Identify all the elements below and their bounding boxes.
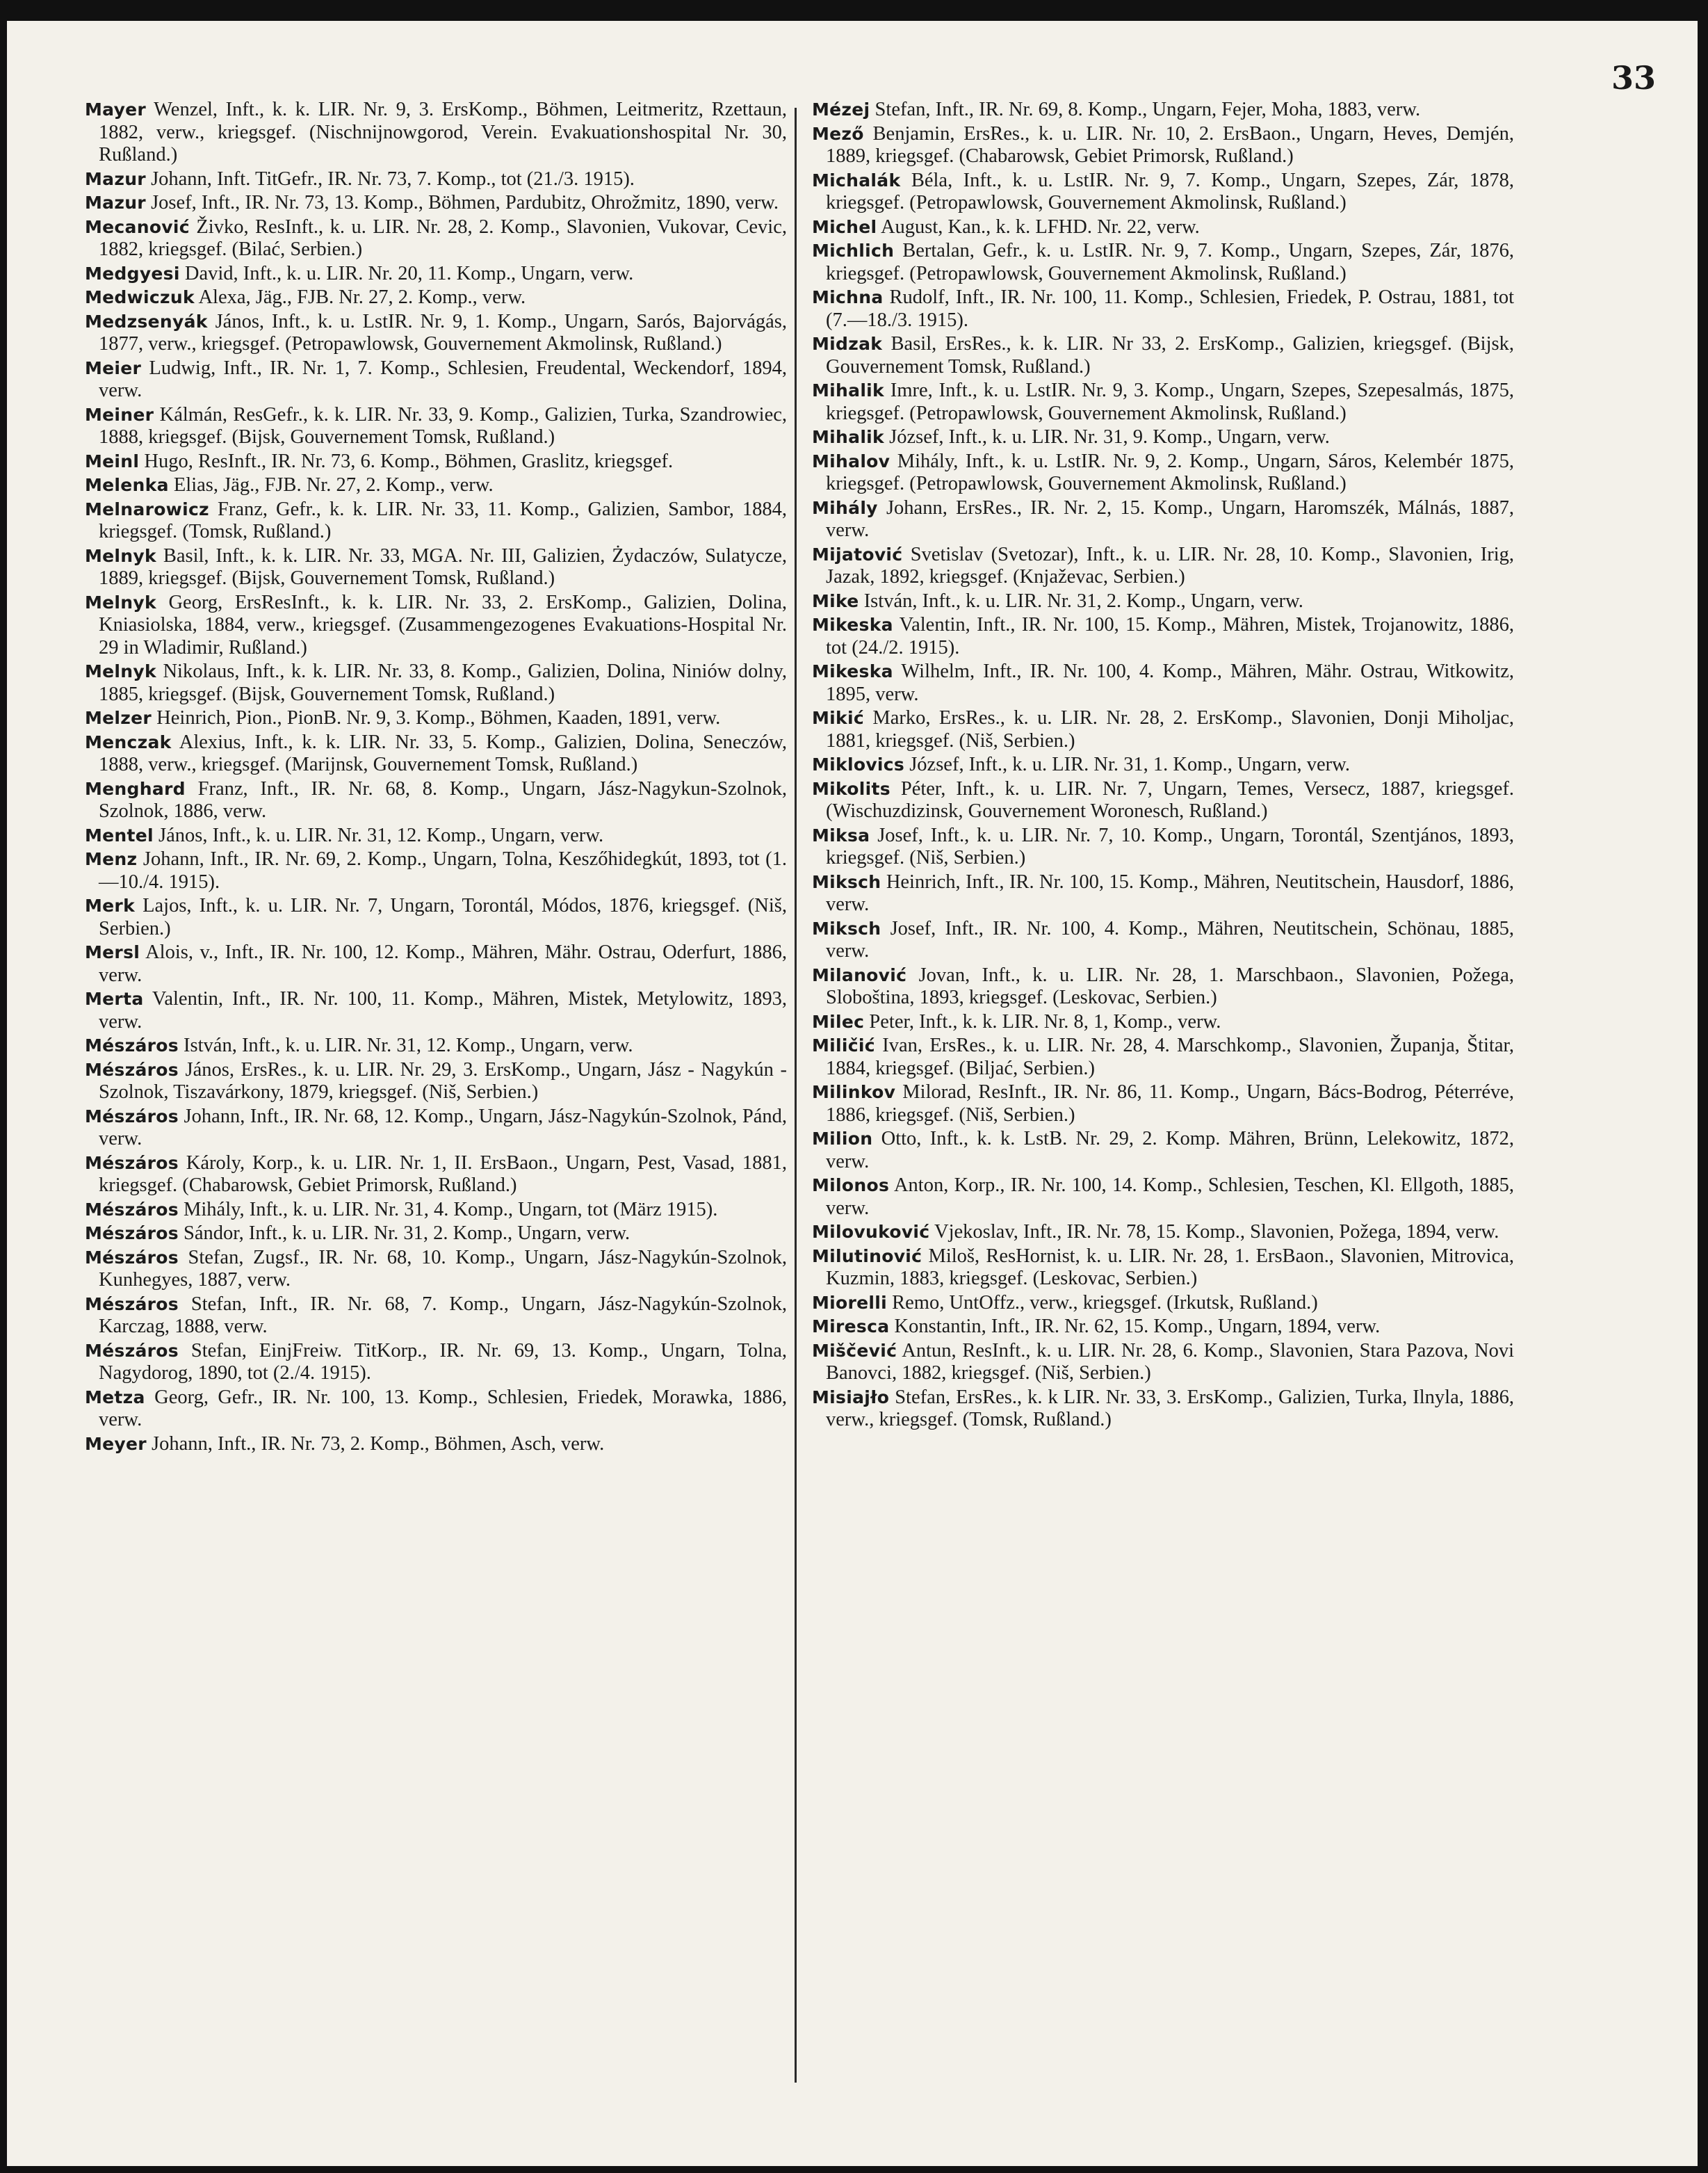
entry-surname: Mészáros	[85, 1340, 179, 1361]
entry-surname: Mikeska	[812, 615, 893, 635]
entry-surname: Meinl	[85, 451, 140, 471]
entry-details: István, Inft., k. u. LIR. Nr. 31, 12. Komp., Ungarn, verw.	[178, 1035, 633, 1056]
list-entry	[85, 1059, 787, 1104]
list-entry	[812, 964, 1514, 1010]
entry-surname: Melnyk	[85, 661, 156, 681]
entry-surname: Mijatović	[812, 544, 903, 565]
entry-surname: Mikeska	[812, 661, 893, 681]
entry-details: Basil, Inft., k. k. LIR. Nr. 33, MGA. Nr. III, Galizien, Żydaczów, Sulatycze, 1889, kriegsgef. (Bijsk, Gouvernement Tomsk, Rußland.)	[99, 544, 787, 589]
entry-details: József, Inft., k. u. LIR. Nr. 31, 1. Komp., Ungarn, verw.	[904, 754, 1350, 775]
list-entry	[812, 1387, 1514, 1432]
entry-details: János, ErsRes., k. u. LIR. Nr. 29, 3. ErsKomp., Ungarn, Jász - Nagykún - Szolnok, Tiszavárkony, 1879, kriegsgef. (Niš, Serbien.)	[99, 1058, 787, 1103]
entry-surname: Mézej	[812, 99, 870, 120]
list-entry	[812, 918, 1514, 963]
list-entry	[85, 357, 787, 403]
entry-details: Valentin, Inft., IR. Nr. 100, 15. Komp., Mähren, Mistek, Trojanowitz, 1886, tot (24./2. 1915).	[826, 614, 1514, 659]
entry-details: Ivan, ErsRes., k. u. LIR. Nr. 28, 4. Marschkomp., Slavonien, Županja, Štitar, 1884, kriegsgef. (Biljać, Serbien.)	[826, 1035, 1514, 1079]
list-entry	[85, 1199, 787, 1222]
entry-details: David, Inft., k. u. LIR. Nr. 20, 11. Komp., Ungarn, verw.	[179, 262, 634, 284]
entry-details: Ludwig, Inft., IR. Nr. 1, 7. Komp., Schlesien, Freudental, Weckendorf, 1894, verw.	[99, 357, 787, 401]
entry-surname: Meier	[85, 357, 142, 378]
entry-details: Basil, ErsRes., k. k. LIR. Nr 33, 2. ErsKomp., Galizien, kriegsgef. (Bijsk, Gouvernement Tomsk, Rußland.)	[826, 333, 1514, 378]
entry-details: Elias, Jäg., FJB. Nr. 27, 2. Komp., verw.	[168, 474, 494, 496]
entry-details: Sándor, Inft., k. u. LIR. Nr. 31, 2. Komp., Ungarn, verw.	[178, 1222, 631, 1244]
entry-details: Heinrich, Pion., PionB. Nr. 9, 3. Komp., Böhmen, Kaaden, 1891, verw.	[152, 707, 721, 729]
entry-details: Milorad, ResInft., IR. Nr. 86, 11. Komp., Ungarn, Bács-Bodrog, Péterréve, 1886, kriegsgef. (Niš, Serbien.)	[826, 1081, 1514, 1126]
entry-surname: Metza	[85, 1387, 145, 1407]
list-entry	[85, 451, 787, 474]
entry-details: Bertalan, Gefr., k. u. LstIR. Nr. 9, 7. Komp., Ungarn, Szepes, Zár, 1876, kriegsgef. (Petropawlowsk, Gouvernement Akmolinsk, Rußland.)	[826, 240, 1514, 284]
page-number: 33	[1611, 59, 1656, 97]
entry-surname: Melnyk	[85, 545, 156, 566]
entry-details: Johann, Inft., IR. Nr. 73, 2. Komp., Böhmen, Asch, verw.	[146, 1432, 605, 1455]
entry-surname: Mészáros	[85, 1152, 179, 1173]
entry-details: Josef, Inft., k. u. LIR. Nr. 7, 10. Komp., Ungarn, Torontál, Szentjános, 1893, kriegsgef. (Niš, Serbien.)	[826, 824, 1514, 869]
list-entry	[812, 1316, 1514, 1339]
entry-surname: Mészáros	[85, 1035, 179, 1056]
entry-surname: Mayer	[85, 99, 147, 120]
list-entry	[85, 988, 787, 1033]
entry-surname: Miščević	[812, 1340, 897, 1361]
entry-details: János, Inft., k. u. LstIR. Nr. 9, 1. Komp., Ungarn, Sarós, Bajorvágás, 1877, verw., kriegsgef. (Petropawlowsk, Gouvernement Akmolinsk, Rußland.)	[99, 310, 787, 355]
list-entry	[812, 661, 1514, 706]
list-entry	[812, 825, 1514, 870]
list-entry	[85, 216, 787, 261]
entry-details: Péter, Inft., k. u. LIR. Nr. 7, Ungarn, Temes, Versecz, 1887, kriegsgef. (Wischuzdizinsk, Gouvernement Woronesch, Rußland.)	[826, 777, 1514, 822]
list-entry	[812, 544, 1514, 589]
entry-surname: Michna	[812, 287, 884, 307]
list-entry	[812, 216, 1514, 239]
list-entry	[85, 404, 787, 449]
entry-details: Svetislav (Svetozar), Inft., k. u. LIR. Nr. 28, 10. Komp., Slavonien, Irig, Jazak, 1892, kriegsgef. (Knjaževac, Serbien.)	[826, 543, 1514, 588]
entry-details: Antun, ResInft., k. u. LIR. Nr. 28, 6. Komp., Slavonien, Stara Pazova, Novi Banovci, 1882, kriegsgef. (Niš, Serbien.)	[826, 1339, 1514, 1384]
entry-surname: Melnarowicz	[85, 499, 209, 519]
list-entry	[812, 614, 1514, 659]
entry-details: August, Kan., k. k. LFHD. Nr. 22, verw.	[877, 216, 1200, 238]
entry-details: Georg, Gefr., IR. Nr. 100, 13. Komp., Schlesien, Friedek, Morawka, 1886, verw.	[99, 1386, 787, 1430]
entry-surname: Mike	[812, 590, 859, 611]
list-entry	[812, 871, 1514, 916]
entry-surname: Mihalik	[812, 380, 884, 401]
entry-details: Živko, ResInft., k. u. LIR. Nr. 28, 2. Komp., Slavonien, Vukovar, Cevic, 1882, kriegsgef. (Bilać, Serbien.)	[99, 216, 787, 260]
entry-details: Remo, UntOffz., verw., kriegsgef. (Irkutsk, Rußland.)	[887, 1291, 1318, 1314]
entry-surname: Medgyesi	[85, 263, 180, 284]
list-entry	[85, 1222, 787, 1245]
entry-details: Anton, Korp., IR. Nr. 100, 14. Komp., Schlesien, Teschen, Kl. Ellgoth, 1885, verw.	[826, 1174, 1514, 1219]
entry-details: Johann, Inft. TitGefr., IR. Nr. 73, 7. Komp., tot (21./3. 1915).	[145, 168, 635, 190]
entry-surname: Milonos	[812, 1175, 890, 1195]
list-entry	[812, 240, 1514, 285]
entry-surname: Mazur	[85, 193, 146, 213]
list-entry	[85, 1340, 787, 1385]
entry-surname: Misiajło	[812, 1387, 890, 1407]
list-entry	[812, 1035, 1514, 1080]
list-entry	[85, 474, 787, 497]
entry-details: Nikolaus, Inft., k. k. LIR. Nr. 33, 8. Komp., Galizien, Dolina, Niniów dolny, 1885, kriegsgef. (Bijsk, Gouvernement Tomsk, Rußland.)	[99, 661, 787, 705]
entry-details: Georg, ErsResInft., k. k. LIR. Nr. 33, 2. ErsKomp., Galizien, Dolina, Kniasiolska, 1884, verw., kriegsgef. (Zusammengezogenes Evakuations-Hospital Nr. 29 in Wladimir, Rußland.)	[99, 591, 787, 659]
entry-surname: Mező	[812, 123, 864, 144]
entry-details: Johann, Inft., IR. Nr. 68, 12. Komp., Ungarn, Jász-Nagykún-Szolnok, Pánd, verw.	[99, 1105, 787, 1149]
list-entry	[85, 848, 787, 894]
list-entry	[812, 1174, 1514, 1220]
entry-surname: Mészáros	[85, 1223, 179, 1243]
list-entry	[812, 1081, 1514, 1126]
entry-details: Mihály, Inft., k. u. LIR. Nr. 31, 4. Komp., Ungarn, tot (März 1915).	[178, 1198, 718, 1220]
entry-surname: Mészáros	[85, 1106, 179, 1126]
entry-surname: Michlich	[812, 241, 895, 261]
entry-surname: Midzak	[812, 334, 883, 354]
entry-surname: Medzsenyák	[85, 311, 208, 332]
list-entry	[812, 778, 1514, 823]
entry-details: Vjekoslav, Inft., IR. Nr. 78, 15. Komp., Slavonien, Požega, 1894, verw.	[929, 1221, 1499, 1243]
list-entry	[85, 1035, 787, 1058]
list-entry	[85, 499, 787, 544]
entry-surname: Mazur	[85, 168, 146, 189]
list-entry	[85, 778, 787, 823]
list-entry	[85, 311, 787, 356]
list-entry	[812, 426, 1514, 449]
entry-surname: Meiner	[85, 404, 154, 425]
entry-surname: Mikić	[812, 708, 864, 728]
entry-surname: Menghard	[85, 778, 186, 799]
entry-surname: Milovuković	[812, 1222, 930, 1242]
entry-details: Kálmán, ResGefr., k. k. LIR. Nr. 33, 9. Komp., Galizien, Turka, Szandrowiec, 1888, kriegsgef. (Bijsk, Gouvernement Tomsk, Rußland.)	[99, 403, 787, 448]
document-page	[7, 21, 1698, 2166]
list-entry	[812, 1011, 1514, 1034]
entry-surname: Miksch	[812, 871, 881, 892]
entry-surname: Mihalik	[812, 427, 884, 447]
entry-details: Konstantin, Inft., IR. Nr. 62, 15. Komp., Ungarn, 1894, verw.	[889, 1316, 1381, 1337]
entry-details: Alois, v., Inft., IR. Nr. 100, 12. Komp., Mähren, Mähr. Ostrau, Oderfurt, 1886, verw.	[99, 942, 787, 986]
entry-surname: Miličić	[812, 1035, 875, 1056]
list-entry	[85, 286, 787, 309]
entry-surname: Mészáros	[85, 1293, 179, 1314]
entry-surname: Mészáros	[85, 1247, 179, 1268]
list-entry	[812, 497, 1514, 542]
list-entry	[85, 592, 787, 660]
entry-details: Valentin, Inft., IR. Nr. 100, 11. Komp., Mähren, Mistek, Metylowitz, 1893, verw.	[99, 988, 787, 1033]
entry-details: Károly, Korp., k. u. LIR. Nr. 1, II. ErsBaon., Ungarn, Pest, Vasad, 1881, kriegsgef. (Chabarowsk, Gebiet Primorsk, Rußland.)	[99, 1152, 787, 1196]
entry-surname: Menczak	[85, 732, 172, 752]
list-entry	[812, 451, 1514, 496]
list-entry	[812, 1292, 1514, 1315]
entry-details: Alexius, Inft., k. k. LIR. Nr. 33, 5. Komp., Galizien, Dolina, Seneczów, 1888, verw., kriegsgef. (Marijnsk, Gouvernement Tomsk, Rußland.)	[99, 731, 787, 775]
entry-surname: Milec	[812, 1011, 865, 1032]
entry-details: Stefan, ErsRes., k. k LIR. Nr. 33, 3. ErsKomp., Galizien, Turka, Ilnyla, 1886, verw., kriegsgef. (Tomsk, Rußland.)	[826, 1386, 1514, 1430]
entry-surname: Milinkov	[812, 1082, 896, 1102]
entry-details: Wenzel, Inft., k. k. LIR. Nr. 9, 3. ErsKomp., Böhmen, Leitmeritz, Rzettaun, 1882, verw., kriegsgef. (Nischnijnowgorod, Verein. Evakuationshospital Nr. 30, Rußland.)	[99, 99, 787, 165]
list-entry	[85, 1247, 787, 1292]
right-column	[812, 99, 1514, 1433]
list-entry	[85, 1106, 787, 1151]
list-entry	[812, 590, 1514, 613]
entry-surname: Merk	[85, 896, 135, 916]
entry-details: Mihály, Inft., k. u. LstIR. Nr. 9, 2. Komp., Ungarn, Sáros, Kelembér 1875, kriegsgef. (Petropawlowsk, Gouvernement Akmolinsk, Rußland.)	[826, 450, 1514, 494]
entry-surname: Miksch	[812, 918, 881, 939]
list-entry	[85, 545, 787, 590]
list-entry	[812, 707, 1514, 752]
list-entry	[85, 895, 787, 940]
list-entry	[85, 825, 787, 848]
entry-surname: Miresca	[812, 1316, 890, 1336]
entry-surname: Milutinović	[812, 1245, 922, 1266]
entry-surname: Milion	[812, 1129, 873, 1149]
entry-surname: Mersl	[85, 942, 140, 962]
list-entry	[85, 263, 787, 286]
entry-details: Johann, ErsRes., IR. Nr. 2, 15. Komp., Ungarn, Haromszék, Málnás, 1887, verw.	[826, 496, 1514, 541]
entry-surname: Miksa	[812, 825, 870, 846]
entry-details: Lajos, Inft., k. u. LIR. Nr. 7, Ungarn, Torontál, Módos, 1876, kriegsgef. (Niš, Serbien.)	[99, 895, 787, 939]
entry-surname: Mecanović	[85, 216, 190, 237]
entry-details: Johann, Inft., IR. Nr. 69, 2. Komp., Ungarn, Tolna, Keszőhidegkút, 1893, tot (1.—10./4. 1915).	[99, 848, 787, 893]
entry-surname: Melnyk	[85, 592, 156, 613]
column-divider	[795, 108, 797, 2083]
entry-surname: Milanović	[812, 964, 907, 985]
entry-details: Hugo, ResInft., IR. Nr. 73, 6. Komp., Böhmen, Graslitz, kriegsgef.	[139, 450, 674, 472]
entry-surname: Melenka	[85, 475, 169, 495]
entry-surname: Melzer	[85, 708, 152, 728]
entry-details: Peter, Inft., k. k. LIR. Nr. 8, 1, Komp., verw.	[864, 1010, 1221, 1033]
entry-details: Otto, Inft., k. k. LstB. Nr. 29, 2. Komp. Mähren, Brünn, Lelekowitz, 1872, verw.	[826, 1128, 1514, 1172]
list-entry	[812, 1245, 1514, 1291]
entry-details: Wilhelm, Inft., IR. Nr. 100, 4. Komp., Mähren, Mähr. Ostrau, Witkowitz, 1895, verw.	[826, 661, 1514, 705]
list-entry	[812, 1340, 1514, 1385]
entry-details: Béla, Inft., k. u. LstIR. Nr. 9, 7. Komp., Ungarn, Szepes, Zár, 1878, kriegsgef. (Petropawlowsk, Gouvernement Akmolinsk, Rußland.)	[826, 169, 1514, 213]
entry-details: Jovan, Inft., k. u. LIR. Nr. 28, 1. Marschbaon., Slavonien, Požega, Sloboština, 1893, kriegsgef. (Leskovac, Serbien.)	[826, 964, 1514, 1008]
entry-details: János, Inft., k. u. LIR. Nr. 31, 12. Komp., Ungarn, verw.	[153, 824, 604, 846]
entry-surname: Menz	[85, 849, 138, 869]
entry-details: Stefan, Inft., IR. Nr. 68, 7. Komp., Ungarn, Jász-Nagykún-Szolnok, Karczag, 1888, verw.	[99, 1293, 787, 1337]
list-entry	[85, 732, 787, 777]
list-entry	[812, 170, 1514, 215]
entry-details: Heinrich, Inft., IR. Nr. 100, 15. Komp., Mähren, Neutitschein, Hausdorf, 1886, verw.	[826, 871, 1514, 915]
left-column	[85, 99, 787, 1457]
list-entry	[85, 1387, 787, 1432]
entry-surname: Mikolits	[812, 778, 890, 799]
entry-surname: Mihály	[812, 497, 878, 518]
entry-surname: Merta	[85, 989, 144, 1009]
list-entry	[85, 661, 787, 706]
list-entry	[812, 99, 1514, 122]
list-entry	[85, 1152, 787, 1197]
entry-surname: Medwiczuk	[85, 287, 195, 307]
entry-details: Franz, Gefr., k. k. LIR. Nr. 33, 11. Komp., Galizien, Sambor, 1884, kriegsgef. (Tomsk, Rußland.)	[99, 498, 787, 542]
entry-details: Miloš, ResHornist, k. u. LIR. Nr. 28, 1. ErsBaon., Slavonien, Mitrovica, Kuzmin, 1883, kriegsgef. (Leskovac, Serbien.)	[826, 1245, 1514, 1289]
entry-details: Marko, ErsRes., k. u. LIR. Nr. 28, 2. ErsKomp., Slavonien, Donji Miholjac, 1881, kriegsgef. (Niš, Serbien.)	[826, 707, 1514, 752]
list-entry	[85, 99, 787, 167]
list-entry	[812, 1128, 1514, 1173]
entry-surname: Mészáros	[85, 1199, 179, 1220]
entry-details: Josef, Inft., IR. Nr. 100, 4. Komp., Mähren, Neutitschein, Schönau, 1885, verw.	[826, 917, 1514, 962]
entry-details: Stefan, Inft., IR. Nr. 69, 8. Komp., Ungarn, Fejer, Moha, 1883, verw.	[870, 99, 1421, 120]
entry-details: József, Inft., k. u. LIR. Nr. 31, 9. Komp., Ungarn, verw.	[884, 426, 1330, 448]
list-entry	[85, 1293, 787, 1339]
entry-details: Stefan, Zugsf., IR. Nr. 68, 10. Komp., Ungarn, Jász-Nagykún-Szolnok, Kunhegyes, 1887, verw.	[99, 1246, 787, 1291]
entry-details: Imre, Inft., k. u. LstIR. Nr. 9, 3. Komp., Ungarn, Szepes, Szepesalmás, 1875, kriegsgef. (Petropawlowsk, Gouvernement Akmolinsk, Rußland.)	[826, 380, 1514, 424]
list-entry	[85, 942, 787, 987]
list-entry	[85, 192, 787, 215]
entry-details: Benjamin, ErsRes., k. u. LIR. Nr. 10, 2. ErsBaon., Ungarn, Heves, Demjén, 1889, kriegsgef. (Chabarowsk, Gebiet Primorsk, Rußland.)	[826, 122, 1514, 167]
list-entry	[812, 333, 1514, 378]
list-entry	[812, 1221, 1514, 1244]
list-entry	[85, 707, 787, 730]
entry-surname: Mihalov	[812, 451, 890, 471]
entry-details: Franz, Inft., IR. Nr. 68, 8. Komp., Ungarn, Jász-Nagykun-Szolnok, Szolnok, 1886, verw.	[99, 777, 787, 822]
entry-details: Rudolf, Inft., IR. Nr. 100, 11. Komp., Schlesien, Friedek, P. Ostrau, 1881, tot (7.—18./3. 1915).	[826, 286, 1514, 331]
entry-surname: Meyer	[85, 1433, 147, 1454]
entry-surname: Miorelli	[812, 1292, 888, 1313]
entry-surname: Miklovics	[812, 754, 905, 775]
entry-details: Stefan, EinjFreiw. TitKorp., IR. Nr. 69, 13. Komp., Ungarn, Tolna, Nagydorog, 1890, tot (2./4. 1915).	[99, 1339, 787, 1384]
list-entry	[812, 286, 1514, 332]
entry-surname: Michalák	[812, 170, 901, 191]
entry-surname: Mentel	[85, 825, 154, 846]
entry-surname: Michel	[812, 216, 877, 237]
list-entry	[85, 168, 787, 191]
list-entry	[812, 123, 1514, 168]
entry-details: István, Inft., k. u. LIR. Nr. 31, 2. Komp., Ungarn, verw.	[859, 590, 1303, 612]
entry-details: Josef, Inft., IR. Nr. 73, 13. Komp., Böhmen, Pardubitz, Ohrožmitz, 1890, verw.	[145, 192, 779, 213]
list-entry	[812, 380, 1514, 425]
list-entry	[85, 1433, 787, 1456]
entry-surname: Mészáros	[85, 1059, 179, 1080]
entry-details: Alexa, Jäg., FJB. Nr. 27, 2. Komp., verw.	[194, 286, 526, 308]
list-entry	[812, 754, 1514, 777]
